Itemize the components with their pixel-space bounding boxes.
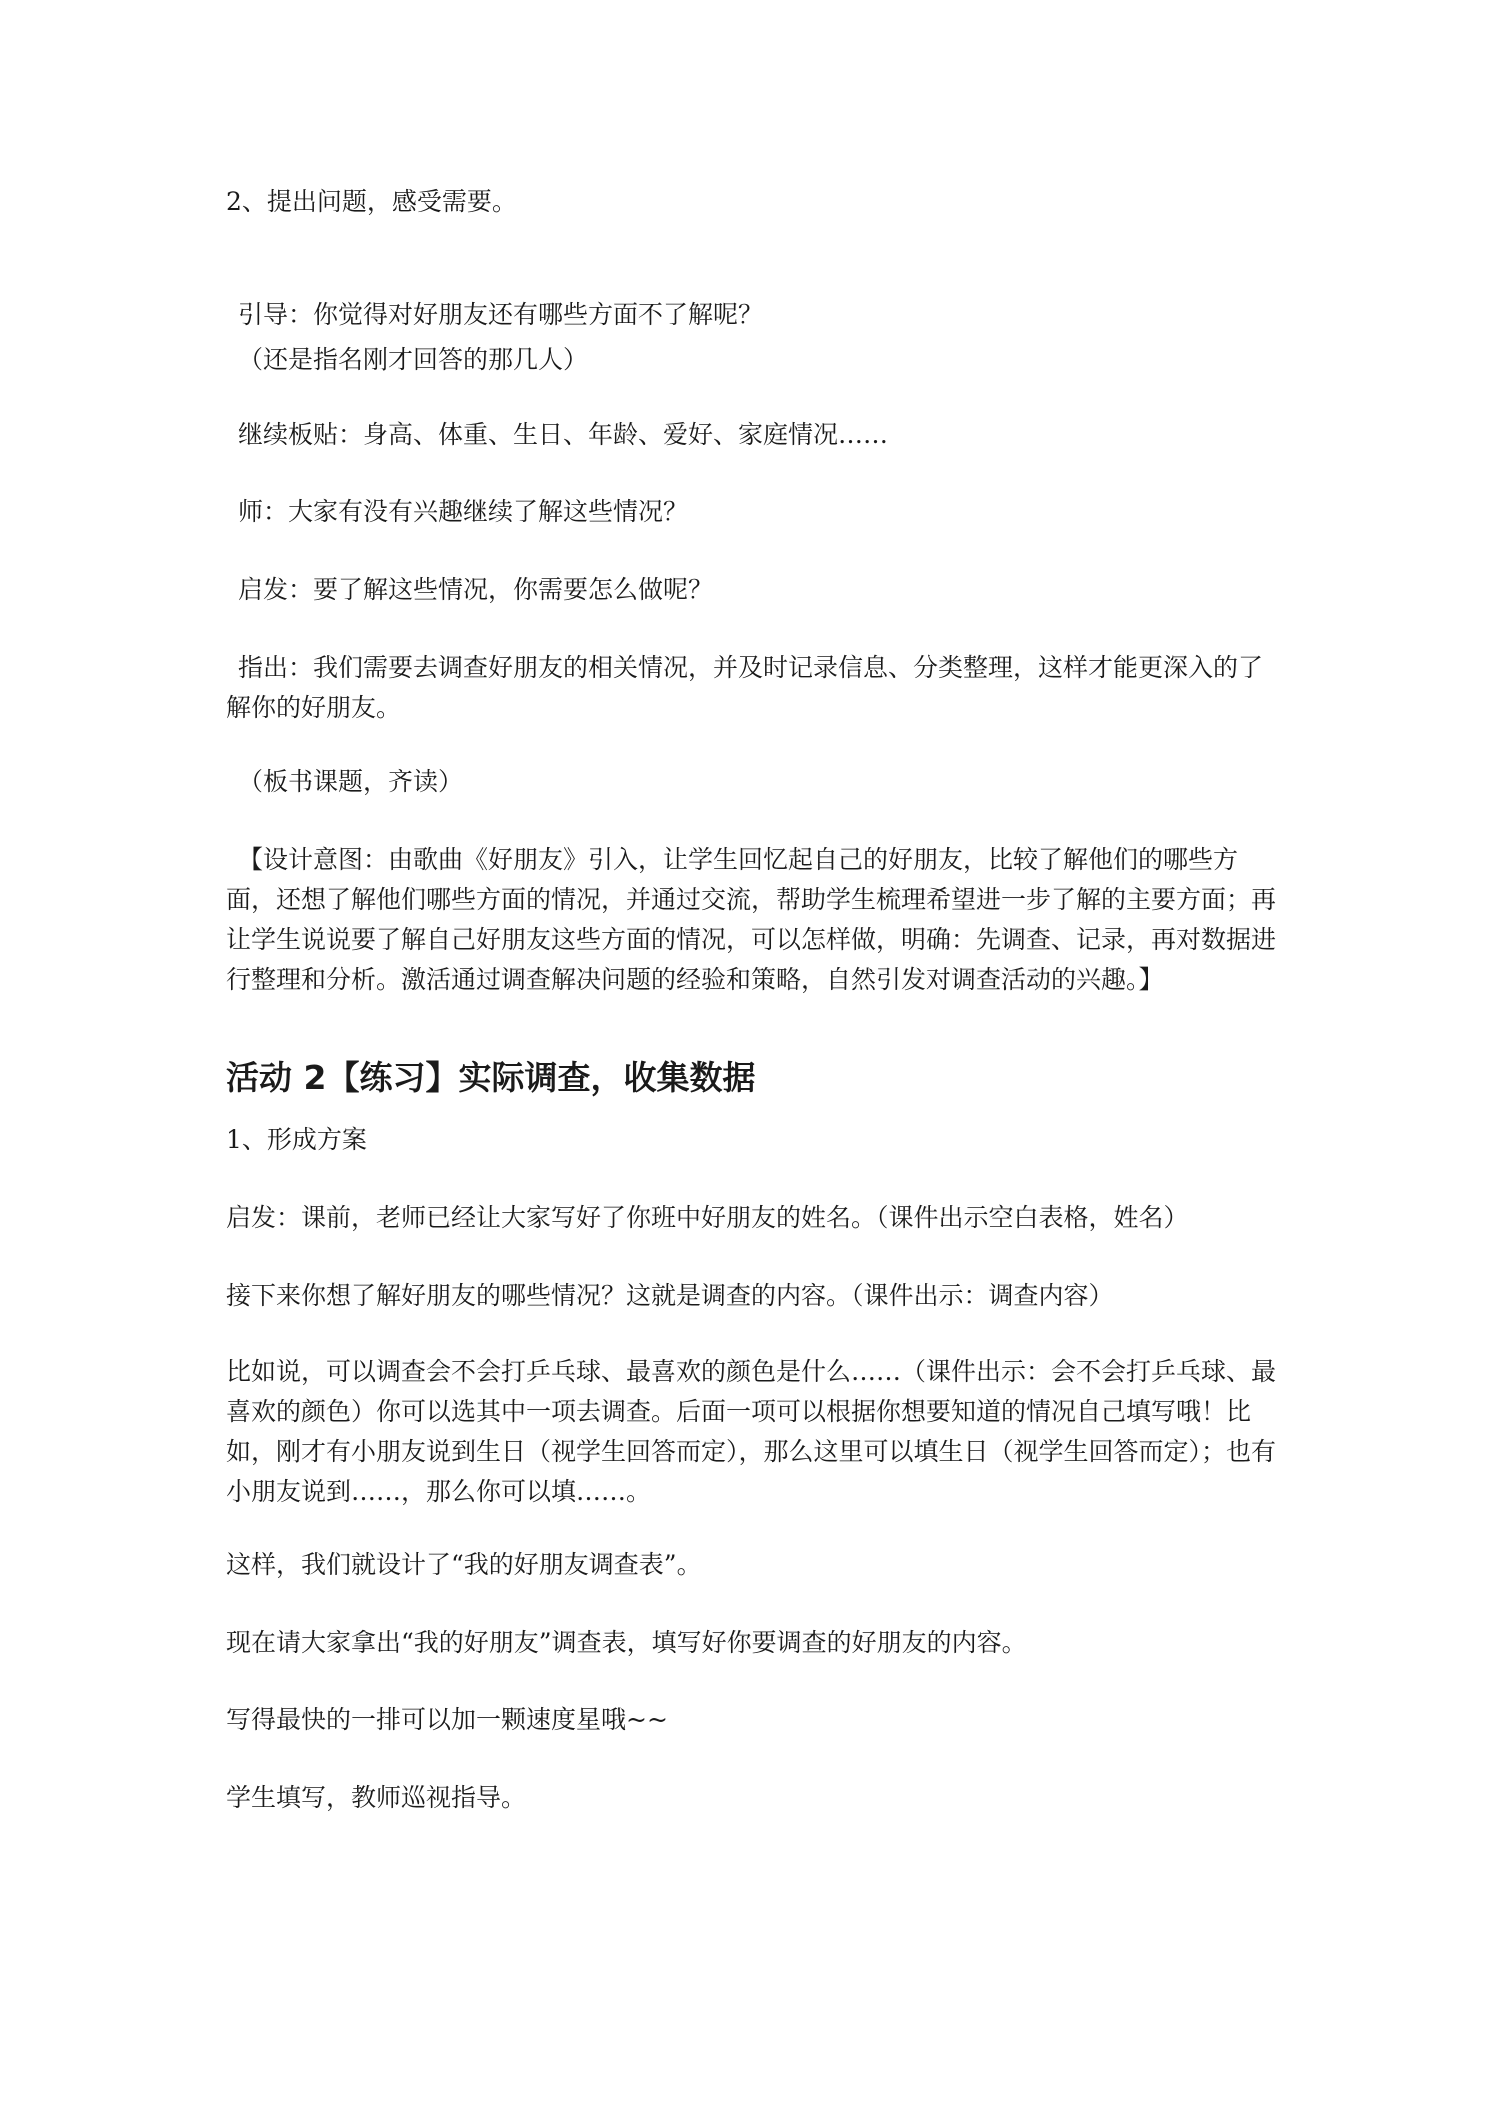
paragraph: 启发：课前，老师已经让大家写好了你班中好朋友的姓名。（课件出示空白表格，姓名） [226,1203,1189,1232]
paragraph: 学生填写，教师巡视指导。 [226,1783,527,1812]
paragraph: 指出：我们需要去调查好朋友的相关情况，并及时记录信息、分类整理，这样才能更深入的了解你的好朋友。 [226,653,1264,722]
section-heading: 活动 2【练习】实际调查，收集数据 [226,1058,756,1097]
section-subtitle: 2、提出问题，感受需要。 [226,187,517,216]
design-intent-paragraph: 【设计意图：由歌曲《好朋友》引入，让学生回忆起自己的好朋友，比较了解他们的哪些方面，还想了解他们哪些方面的情况，并通过交流，帮助学生梳理希望进一步了解的主要方面；再让学生说说要了解自己好朋友这些方面的情况，可以怎样做，明确：先调查、记录，再对数据进行整理和分析。激活通过调查解决问题的经验和策略，自然引发对调查活动的兴趣。】 [226,845,1277,994]
paragraph: （板书课题，齐读） [238,767,464,796]
paragraph: 比如说，可以调查会不会打乒乓球、最喜欢的颜色是什么……（课件出示：会不会打乒乓球、最喜欢的颜色）你可以选其中一项去调查。后面一项可以根据你想要知道的情况自己填写哦！比如，刚才有小朋友说到生日（视学生回答而定），那么这里可以填生日（视学生回答而定）；也有小朋友说到……，那么你可以填……。 [226,1357,1277,1506]
paragraph: 接下来你想了解好朋友的哪些情况？这就是调查的内容。（课件出示：调查内容） [226,1281,1114,1310]
paragraph: 现在请大家拿出“我的好朋友”调查表，填写好你要调查的好朋友的内容。 [226,1628,1027,1657]
paragraph: 这样，我们就设计了“我的好朋友调查表”。 [226,1550,702,1579]
section-subtitle: 1、形成方案 [226,1125,367,1154]
paragraph: 启发：要了解这些情况，你需要怎么做呢？ [238,575,714,604]
paragraph: 引导：你觉得对好朋友还有哪些方面不了解呢？ [238,300,764,329]
paragraph: 写得最快的一排可以加一颗速度星哦~~ [226,1705,668,1734]
paragraph: 继续板贴：身高、体重、生日、年龄、爱好、家庭情况…… [238,420,889,449]
paragraph: 师：大家有没有兴趣继续了解这些情况？ [238,497,689,526]
paragraph: （还是指名刚才回答的那几人） [238,345,589,374]
